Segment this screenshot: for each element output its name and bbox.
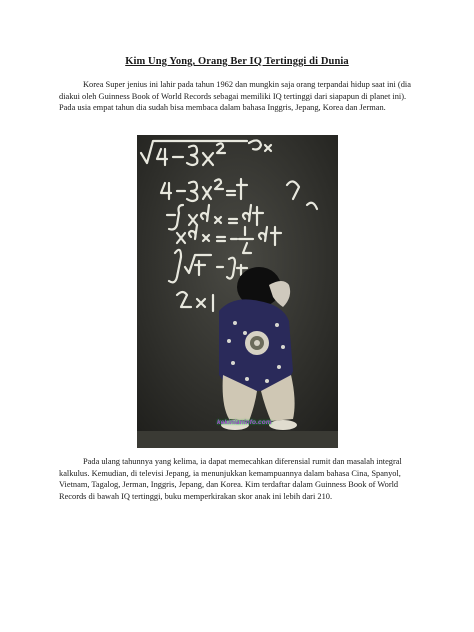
paragraph-intro: Korea Super jenius ini lahir pada tahun 1962 dan mungkin saja orang terpandai hidup saat ini (dia diakui oleh Guinness Book of World Records sebagai memiliki IQ tertinggi dari siapapun di planet ini). Pada usia empat tahun dia sudah bisa membaca dalam bahasa Inggris, Jepang, Korea dan Jerman. bbox=[59, 80, 411, 113]
article-photo bbox=[137, 135, 338, 448]
article-title: Kim Ung Yong, Orang Ber IQ Tertinggi di Dunia bbox=[125, 56, 349, 67]
chalkboard-photo-illustration bbox=[137, 135, 338, 448]
photo-watermark: kekinianinfo.com bbox=[217, 419, 272, 426]
paragraph-achievements: Pada ulang tahunnya yang kelima, ia dapat memecahkan diferensial rumit dan masalah integral kalkulus. Kemudian, di televisi Jepang, ia menunjukkan kemampuannya dalam bahasa Cina, Spanyol, Vietnam, Tagalog, Jerman, Inggris, Jepang, dan Korea. Kim terdaftar dalam Guinness Book of World Records di bawah IQ tertinggi, buku memperkirakan skor anak ini lebih dari 210. bbox=[59, 457, 402, 501]
